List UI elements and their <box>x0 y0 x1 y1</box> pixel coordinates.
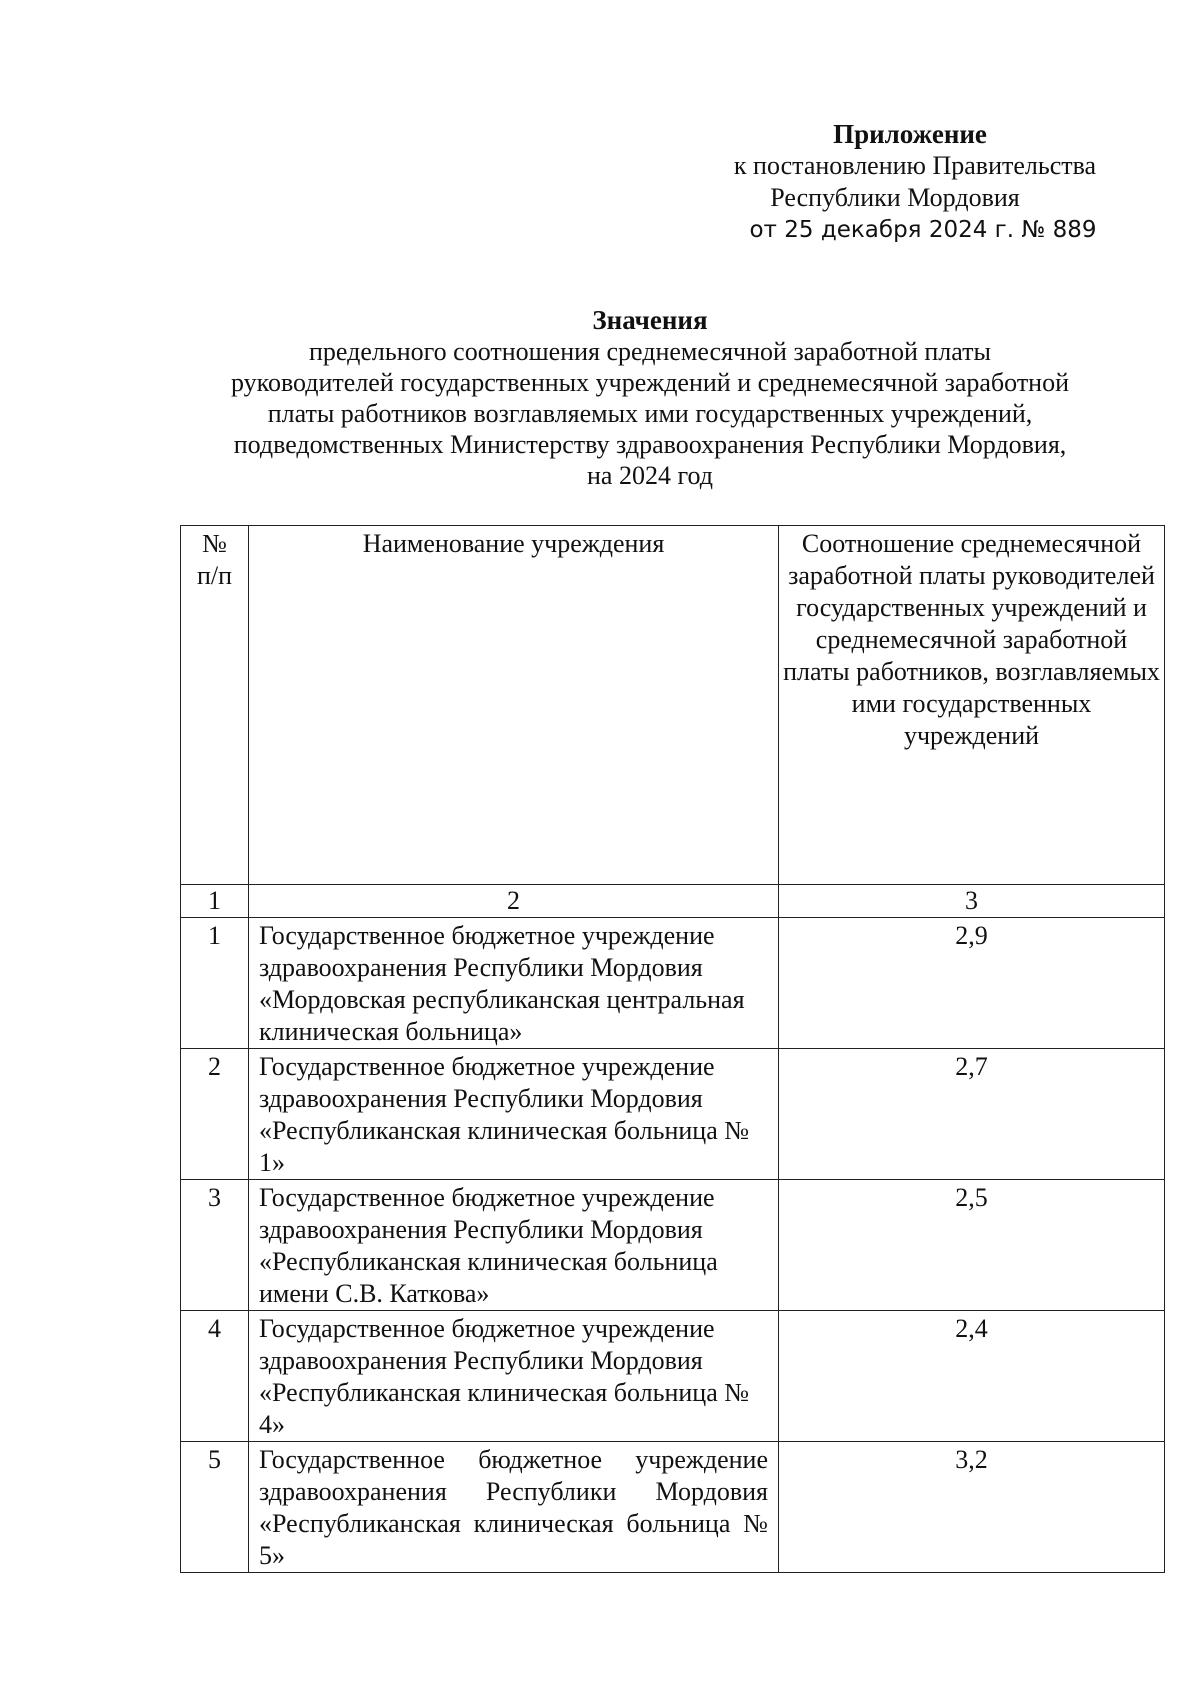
header-ratio <box>779 526 1165 885</box>
document-title-block <box>150 305 1150 491</box>
institution-name: Государственное бюджетное учреждение здравоохранения Республики Мордовия «Республиканская клиническая больница имени С.В. Каткова» <box>249 1180 779 1311</box>
header-name <box>249 526 779 885</box>
ratio-value: 2,7 <box>779 1049 1165 1180</box>
table-row <box>181 1442 1165 1573</box>
annex-decree-line: к постановлению Правительства <box>733 151 1097 180</box>
row-number: 3 <box>181 1180 249 1311</box>
ratio-value: 2,5 <box>779 1180 1165 1311</box>
document-subtitle-line: подведомственных Министерству здравоохранения Республики Мордовия, <box>233 430 1067 459</box>
table-header-row <box>181 526 1165 885</box>
header-ratio-text: Соотношение среднемесячной заработной платы руководителей государственных учреждений и среднемесячной заработной платы работников, возглавляемых ими государственных учреждений <box>783 529 1160 750</box>
institution-name: Государственное бюджетное учреждение здравоохранения Республики Мордовия «Республиканская клиническая больница № 4» <box>249 1311 779 1442</box>
document-subtitle-line: на 2024 год <box>587 461 713 490</box>
ratio-value: 2,4 <box>779 1311 1165 1442</box>
column-number: 1 <box>181 885 249 918</box>
annex-region-line: Республики Мордовия <box>770 183 1020 212</box>
header-name-text: Наименование учреждения <box>362 529 665 558</box>
institution-name: Государственное бюджетное учреждение здравоохранения Республики Мордовия «Республиканская клиническая больница № 1» <box>249 1049 779 1180</box>
institution-name: Государственное бюджетное учреждение здравоохранения Республики Мордовия «Мордовская республиканская центральная клиническая больница» <box>249 918 779 1049</box>
document-heading: Значения <box>592 305 708 335</box>
document-subtitle-line: предельного соотношения среднемесячной заработной платы <box>309 337 991 366</box>
annex-block <box>690 118 1130 246</box>
column-number: 2 <box>249 885 779 918</box>
column-number-row <box>181 885 1165 918</box>
annex-date-line: от 25 декабря 2024 г. № 889 <box>749 217 1097 243</box>
document-subtitle-line: руководителей государственных учреждений и среднемесячной заработной <box>230 368 1070 397</box>
table-row <box>181 1311 1165 1442</box>
header-number-text: № п/п <box>196 529 233 590</box>
ratio-value: 2,9 <box>779 918 1165 1049</box>
table-row <box>181 1049 1165 1180</box>
row-number: 4 <box>181 1311 249 1442</box>
institution-name: Государственное бюджетное учреждение здравоохранения Республики Мордовия «Республиканская клиническая больница № 5» <box>249 1442 779 1573</box>
row-number: 5 <box>181 1442 249 1573</box>
header-number <box>181 526 249 885</box>
institutions-table <box>180 525 1165 1573</box>
table-row <box>181 1180 1165 1311</box>
document-subtitle-line: платы работников возглавляемых ими государственных учреждений, <box>267 399 1033 428</box>
row-number: 2 <box>181 1049 249 1180</box>
ratio-value: 3,2 <box>779 1442 1165 1573</box>
column-number: 3 <box>779 885 1165 918</box>
table-row <box>181 918 1165 1049</box>
row-number: 1 <box>181 918 249 1049</box>
annex-title: Приложение <box>833 119 987 149</box>
